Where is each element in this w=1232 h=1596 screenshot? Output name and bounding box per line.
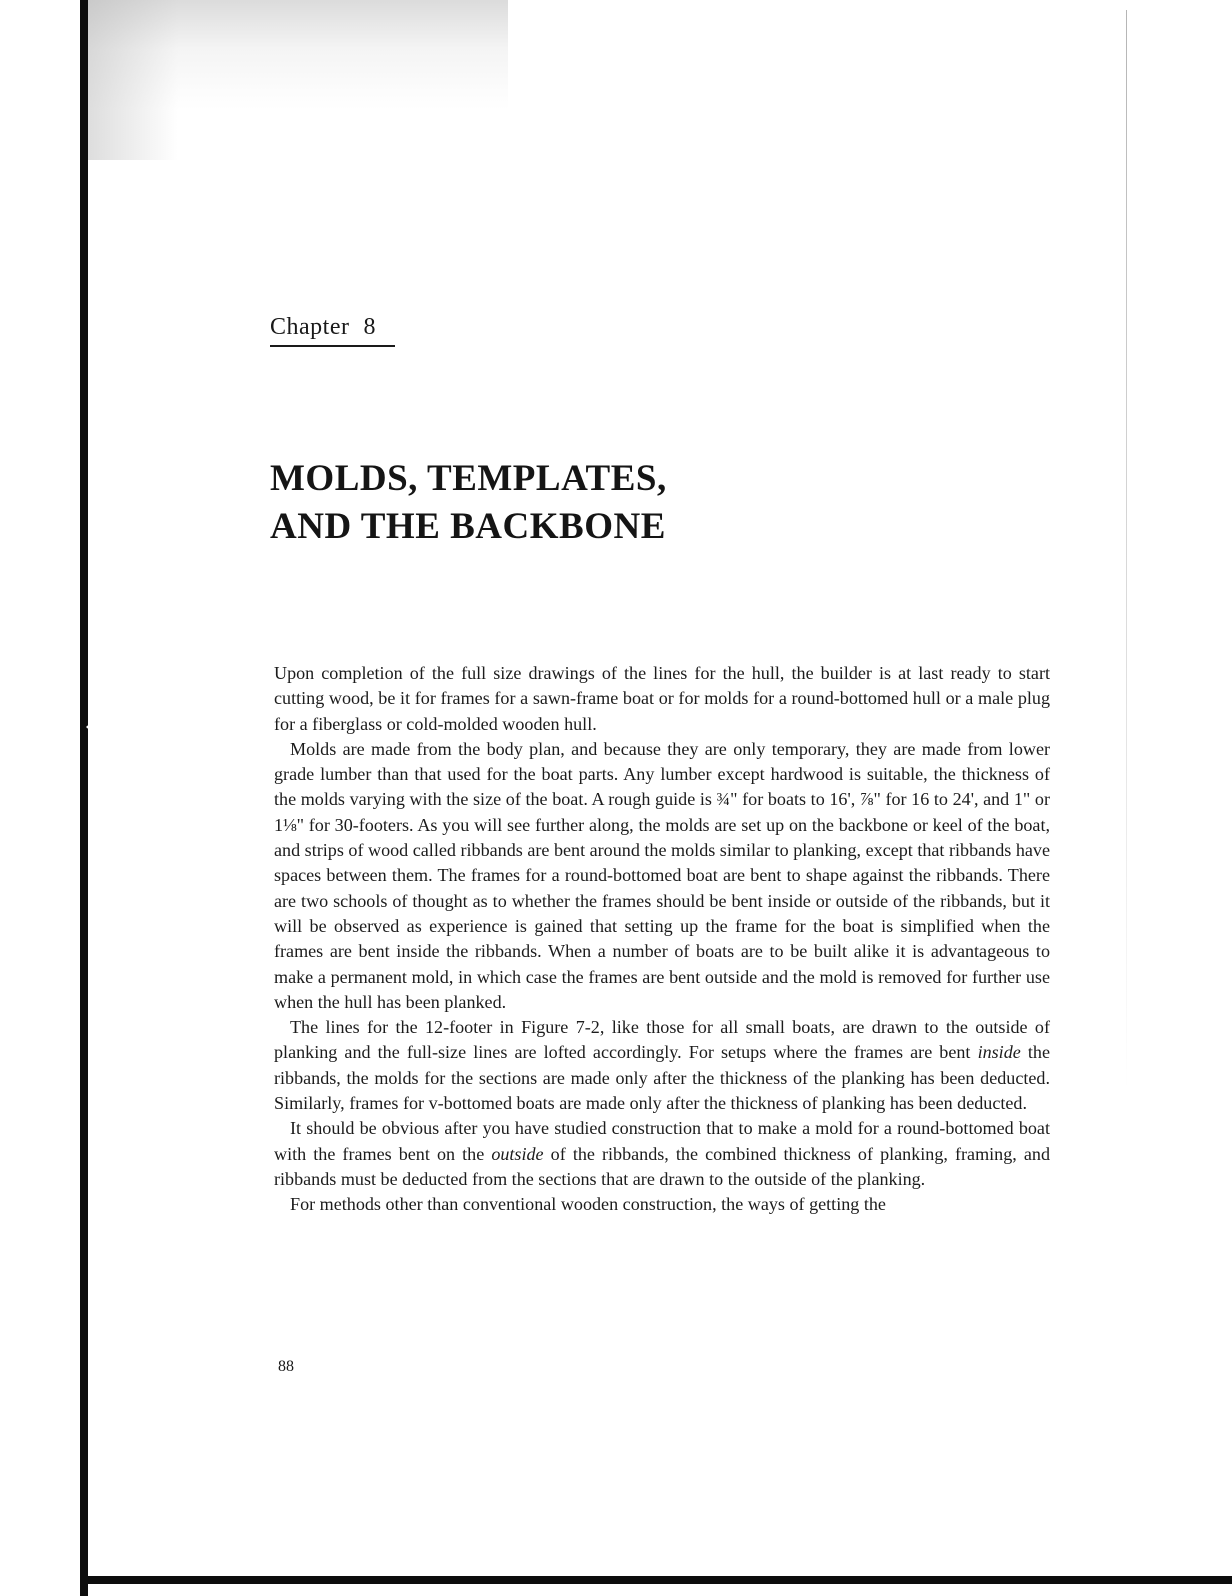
paragraph-3-text-a: The lines for the 12-footer in Figure 7-2, like those for all small boats, are drawn to the outside of planking and the full-size lines are lofted accordingly. For setups where the frames are bent: [274, 1017, 1050, 1063]
chapter-word: Chapter: [270, 314, 350, 340]
paragraph-4-emphasis: outside: [491, 1143, 544, 1164]
paragraph-4: [274, 1116, 1050, 1192]
paragraph-4-text-b: of the ribbands, the combined thickness of planking, framing, and ribbands must be deducted from the sections that are drawn to the outside of the planking.: [274, 1143, 1050, 1189]
paragraph-3: [274, 1015, 1050, 1116]
scan-left-border: [80, 0, 88, 1596]
chapter-title-line-2: AND THE BACKBONE: [270, 506, 666, 547]
page-number: 88: [278, 1358, 294, 1375]
chapter-title: [270, 455, 990, 551]
paragraph-5: For methods other than conventional wooden construction, the ways of getting the: [290, 1194, 886, 1215]
paragraph-3-text-b: the ribbands, the molds for the sections are made only after the thickness of the planking has been deducted. Similarly, frames for v-bottomed boats are made only after the thickness of planking has been deducted.: [274, 1042, 1050, 1114]
paragraph-2: Molds are made from the body plan, and because they are only temporary, they are made from lower grade lumber than that used for the boat parts. Any lumber except hardwood is suitable, the thickness of the molds varying with the size of the boat. A rough guide is ¾" for boats to 16', ⅞" for 16 to 24', and 1" or 1⅛" for 30-footers. As you will see further along, the molds are set up on the backbone or keel of the boat, and strips of wood called ribbands are bent around the molds similar to planking, except that ribbands have spaces between them. The frames for a round-bottomed boat are bent to shape against the ribbands. There are two schools of thought as to whether the frames should be bent inside or outside of the ribbands, but it will be observed as experience is gained that setting up the frame for the boat is simplified when the frames are bent inside the ribbands. When a number of boats are to be built alike it is advantageous to make a permanent mold, in which case the frames are bent outside and the mold is removed for further use when the hull has been planked.: [274, 738, 1050, 1012]
scan-bottom-border: [80, 1576, 1232, 1584]
scan-shadow-left: [88, 0, 178, 160]
chapter-number: 8: [363, 314, 376, 340]
paragraph-1: Upon completion of the full size drawings of the lines for the hull, the builder is at last ready to start cutting wood, be it for frames for a sawn-frame boat or for molds for a round-bottomed hull or a male plug for a fiberglass or cold-molded wooden hull.: [274, 663, 1050, 734]
scan-right-edge: [1126, 10, 1127, 1090]
chapter-title-line-1: MOLDS, TEMPLATES,: [270, 458, 667, 499]
paragraph-3-emphasis: inside: [977, 1042, 1021, 1063]
body-text: [274, 661, 1050, 1218]
chapter-label: [270, 314, 395, 347]
paragraph-4-text-a: It should be obvious after you have studied construction that to make a mold for a round-bottomed boat with the frames bent on the: [274, 1118, 1050, 1164]
